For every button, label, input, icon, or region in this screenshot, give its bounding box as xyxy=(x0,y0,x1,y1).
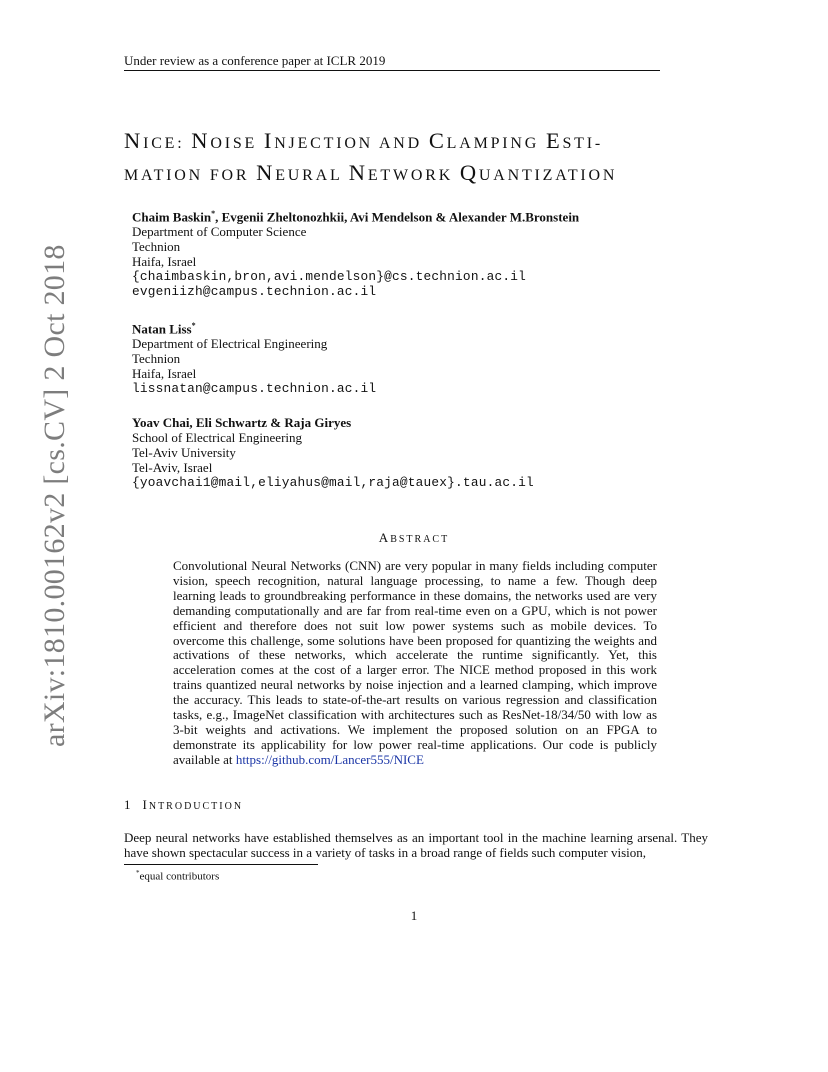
title-line-2: MATION FOR NEURAL NETWORK QUANTIZATION xyxy=(124,160,618,185)
abstract-text: Convolutional Neural Networks (CNN) are very popular in many fields including computer vision, speech recognition, natural language processing, to name a few. Though deep learning leads to groundbreaking performance in these domains, the networks used are very demanding computationally and are far from real-time even on a GPU, which is not power efficient and therefore does not suit low power systems such as mobile devices. To overcome this challenge, some solutions have been proposed for quantizing the weights and activations of these networks, which accelerate the runtime significantly. Yet, this acceleration comes at the cost of a larger error. The NICE method proposed in this work trains quantized neural networks by noise injection and a learned clamping, which improve the accuracy. This leads to state-of-the-art results on various regression and classification tasks, e.g., ImageNet classification with architectures such as ResNet-18/34/50 with low as 3-bit weights and activations. We implement the proposed solution on an FPGA to demonstrate its applicability for low power real-time applications. Our code is publicly available at https://github.com/Lancer555/NICE xyxy=(173,558,657,767)
author-block-3 xyxy=(132,415,534,490)
author-institution: Technion xyxy=(132,351,181,367)
author-department: Department of Electrical Engineering xyxy=(132,336,328,352)
author-email: evgeniizh@campus.technion.ac.il xyxy=(132,284,377,300)
footnote: *equal contributors xyxy=(136,869,220,883)
author-block-1 xyxy=(132,206,579,299)
author-email: lissnatan@campus.technion.ac.il xyxy=(132,381,377,397)
author-department: Department of Computer Science xyxy=(132,224,307,240)
author-names: Chaim Baskin*, Evgenii Zheltonozhkii, Avi Mendelson & Alexander M.Bronstein xyxy=(132,209,580,225)
author-email: {chaimbaskin,bron,avi.mendelson}@cs.technion.ac.il xyxy=(132,269,526,285)
author-city: Haifa, Israel xyxy=(132,366,197,382)
section-heading-introduction: 1 INTRODUCTION xyxy=(124,797,244,812)
code-link[interactable]: https://github.com/Lancer555/NICE xyxy=(235,751,424,767)
author-block-2 xyxy=(132,318,376,396)
author-city: Tel-Aviv, Israel xyxy=(132,460,213,475)
author-names: Yoav Chai, Eli Schwartz & Raja Giryes xyxy=(132,415,352,430)
running-header: Under review as a conference paper at ICLR 2019 xyxy=(124,53,386,68)
page-number: 1 xyxy=(410,908,418,923)
author-city: Haifa, Israel xyxy=(132,254,197,270)
author-email: {yoavchai1@mail,eliyahus@mail,raja@tauex}.tau.ac.il xyxy=(132,475,534,490)
introduction-text: Deep neural networks have established themselves as an important tool in the machine learning arsenal. They have shown spectacular success in a variety of tasks in a broad range of fields such computer vision, xyxy=(124,830,708,860)
author-department: School of Electrical Engineering xyxy=(132,430,303,445)
abstract-heading: ABSTRACT xyxy=(378,530,450,545)
author-institution: Tel-Aviv University xyxy=(132,445,236,460)
footnote-rule xyxy=(124,864,318,865)
title-line-1: NICE: NOISE INJECTION AND CLAMPING ESTI- xyxy=(124,128,604,153)
author-names: Natan Liss* xyxy=(132,321,196,337)
arxiv-stamp: arXiv:1810.00162v2 [cs.CV] 2 Oct 2018 xyxy=(38,244,71,747)
header-rule xyxy=(124,70,660,71)
paper-title xyxy=(124,126,744,190)
author-institution: Technion xyxy=(132,239,181,255)
